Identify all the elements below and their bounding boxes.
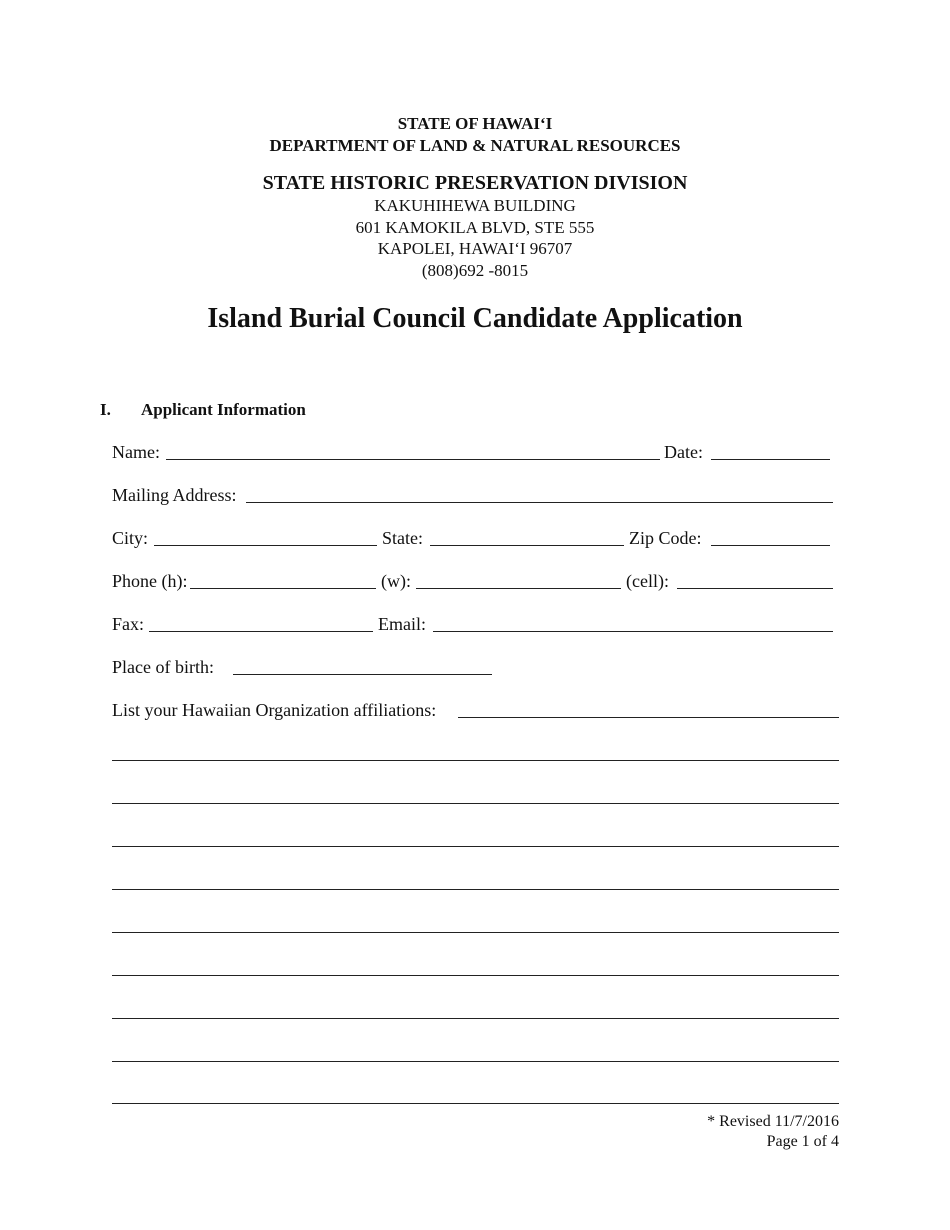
state-field[interactable] [430, 545, 624, 546]
email-field[interactable] [433, 631, 833, 632]
affiliations-line[interactable] [112, 889, 839, 890]
name-field[interactable] [166, 459, 660, 460]
affiliations-line[interactable] [112, 1018, 839, 1019]
city-label: City: [112, 528, 149, 548]
section-heading [100, 399, 306, 421]
home-phone-label: Phone (h): [112, 571, 188, 591]
state-name: STATE OF HAWAI‘I [397, 114, 553, 133]
cell-phone-label: (cell): [626, 571, 669, 591]
home-phone-field[interactable] [190, 588, 376, 589]
phone-row [112, 569, 839, 593]
fax-field[interactable] [149, 631, 373, 632]
mailing-address-field[interactable] [246, 502, 833, 503]
affiliations-line[interactable] [112, 803, 839, 804]
work-phone-field[interactable] [416, 588, 621, 589]
page-footer [707, 1112, 839, 1152]
date-field[interactable] [711, 459, 830, 460]
fax-email-row [112, 612, 839, 636]
affiliations-label: List your Hawaiian Organization affiliations: [112, 700, 437, 720]
mailing-address-label: Mailing Address: [112, 485, 237, 505]
place-of-birth-label: Place of birth: [112, 657, 214, 677]
fax-label: Fax: [112, 614, 145, 634]
place-of-birth-field[interactable] [233, 674, 492, 675]
division-address [0, 195, 950, 281]
affiliations-line[interactable] [112, 1103, 839, 1104]
affiliations-row [112, 698, 839, 722]
section-title: Applicant Information [141, 400, 306, 419]
email-label: Email: [378, 614, 426, 634]
cell-phone-field[interactable] [677, 588, 833, 589]
page-number: Page 1 of 4 [766, 1133, 839, 1150]
affiliations-line[interactable] [112, 975, 839, 976]
mailing-address-row [112, 483, 839, 507]
street-address: 601 KAMOKILA BLVD, STE 555 [355, 217, 595, 237]
city-state-zip: KAPOLEI, HAWAI‘I 96707 [377, 239, 573, 258]
form-title: Island Burial Council Candidate Application [207, 303, 743, 334]
name-label: Name: [112, 442, 160, 462]
zip-code-field[interactable] [711, 545, 830, 546]
name-date-row [112, 440, 839, 464]
date-label: Date: [664, 442, 703, 462]
section-number: I. [100, 400, 111, 419]
city-state-zip-row [112, 526, 839, 550]
agency-header [0, 113, 950, 157]
building-name: KAKUHIHEWA BUILDING [374, 196, 576, 215]
office-phone: (808)692 -8015 [421, 260, 529, 280]
department-name: DEPARTMENT OF LAND & NATURAL RESOURCES [269, 136, 681, 155]
affiliations-line[interactable] [112, 846, 839, 847]
division-name: STATE HISTORIC PRESERVATION DIVISION [262, 172, 688, 194]
place-of-birth-row [112, 655, 839, 679]
city-field[interactable] [154, 545, 377, 546]
zip-code-label: Zip Code: [629, 528, 702, 548]
affiliations-field[interactable] [458, 717, 839, 718]
affiliations-line[interactable] [112, 760, 839, 761]
revision-note: * Revised 11/7/2016 [707, 1113, 839, 1130]
affiliations-line[interactable] [112, 1061, 839, 1062]
state-label: State: [382, 528, 423, 548]
affiliations-line[interactable] [112, 932, 839, 933]
work-phone-label: (w): [381, 571, 411, 591]
